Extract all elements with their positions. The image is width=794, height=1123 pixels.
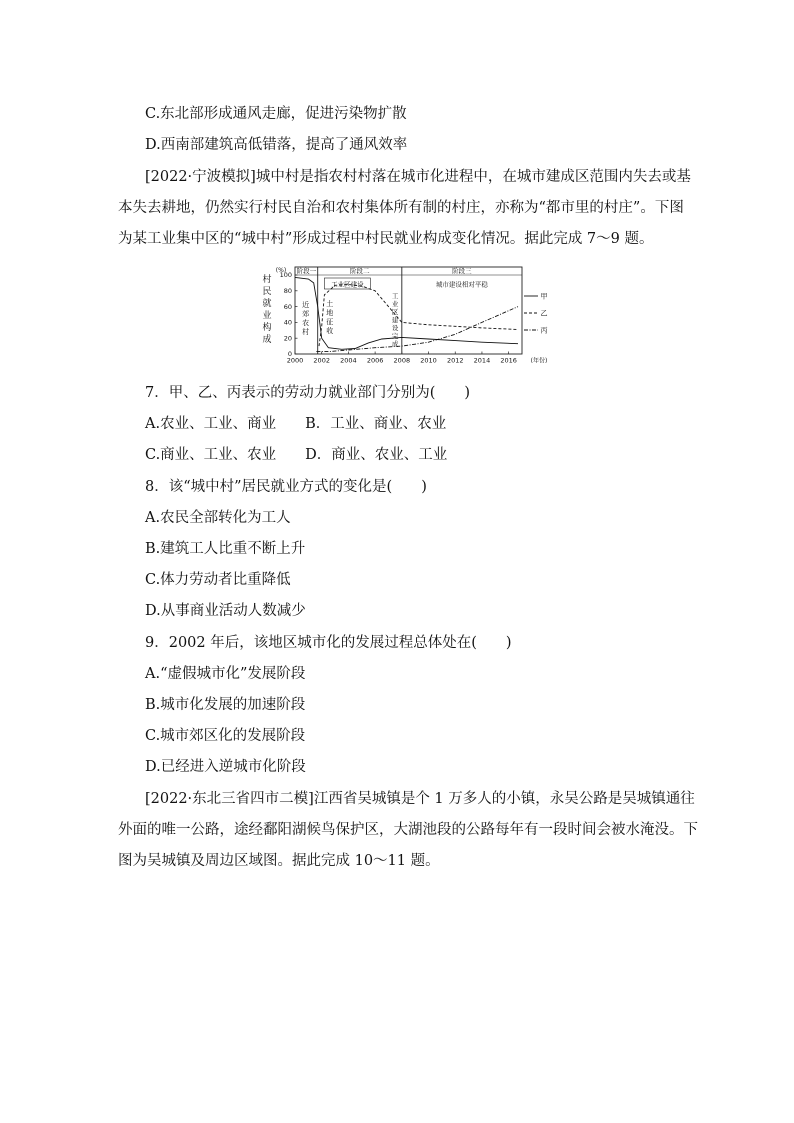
employment-structure-chart xyxy=(255,262,555,370)
stage-note: 城市建设相对平稳 xyxy=(435,280,488,289)
intro-paragraph-line: 本失去耕地，仍然实行村民自治和农村集体所有制的村庄，亦称为“都市里的村庄”。下图 xyxy=(118,200,684,216)
intro-paragraph-line: 外面的唯一公路，途经鄱阳湖候鸟保护区，大湖池段的公路每年有一段时间会被水淹没。下 xyxy=(118,822,698,838)
x-tick-label: 2000 xyxy=(286,356,304,365)
y-unit: (%) xyxy=(275,267,287,274)
y-label-char: 民 xyxy=(262,287,272,297)
stage-note-char: 郊 xyxy=(302,310,310,318)
y-tick-label: 100 xyxy=(279,271,292,280)
x-tick-label: 2014 xyxy=(473,356,491,365)
option-d-previous: D.西南部建筑高低错落，提高了通风效率 xyxy=(145,137,408,153)
x-tick-label: 2004 xyxy=(340,356,357,365)
legend-label: 乙 xyxy=(540,309,548,318)
stage-note-char: 近 xyxy=(302,301,310,309)
y-tick-label: 80 xyxy=(283,287,292,295)
question-8-option-c: C.体力劳动者比重降低 xyxy=(145,572,291,588)
y-label-char: 构 xyxy=(262,323,272,333)
y-tick-label: 60 xyxy=(283,302,292,311)
x-tick-label: 2008 xyxy=(393,356,411,365)
stage-note: 工业区建设 xyxy=(331,280,364,289)
series-line-3 xyxy=(316,307,518,352)
intro-paragraph-line: [2022·东北三省四市二模]江西省吴城镇是个 1 万多人的小镇，永吴公路是吴城镇通往 xyxy=(145,791,695,807)
x-label: (年份) xyxy=(530,357,548,365)
question-9-option-a: A.“虚假城市化”发展阶段 xyxy=(145,666,306,682)
legend-label: 甲 xyxy=(540,292,548,301)
annotation-char: 土 xyxy=(326,300,334,308)
option-c-previous: C.东北部形成通风走廊，促进污染物扩散 xyxy=(145,106,407,122)
annotation-char: 完 xyxy=(391,332,399,340)
x-tick-label: 2010 xyxy=(420,356,437,365)
y-label-char: 村 xyxy=(262,275,272,285)
stage-label: 阶段二 xyxy=(350,267,370,275)
annotation-char: 地 xyxy=(326,309,334,317)
stage-label: 阶段三 xyxy=(452,267,472,275)
intro-paragraph-line: [2022·宁波模拟]城中村是指农村村落在城市化进程中，在城市建成区范围内失去或基 xyxy=(145,169,691,185)
question-9-option-c: C.城市郊区化的发展阶段 xyxy=(145,728,306,744)
annotation-char: 设 xyxy=(391,324,399,332)
intro-paragraph-line: 图为吴城镇及周边区域图。据此完成 10～11 题。 xyxy=(118,853,440,869)
y-label-char: 就 xyxy=(262,299,272,309)
annotation-char: 成 xyxy=(391,340,399,348)
x-tick-label: 2012 xyxy=(446,356,464,365)
y-label-char: 成 xyxy=(262,335,272,345)
annotation-char: 区 xyxy=(391,308,399,316)
series-line-2 xyxy=(319,285,518,347)
question-8-option-d: D.从事商业活动人数减少 xyxy=(145,603,306,619)
y-label-char: 业 xyxy=(262,311,272,321)
question-7-options-ab: A.农业、工业、商业 B．工业、商业、农业 xyxy=(145,416,447,432)
y-tick-label: 40 xyxy=(283,318,292,327)
annotation-char: 工 xyxy=(391,292,399,300)
question-9-option-d: D.已经进入逆城市化阶段 xyxy=(145,759,306,775)
x-tick-label: 2016 xyxy=(500,356,517,365)
stage-note-char: 村 xyxy=(302,328,310,336)
question-8-option-b: B.建筑工人比重不断上升 xyxy=(145,541,306,557)
x-tick-label: 2002 xyxy=(313,356,330,365)
stage-label: 阶段一 xyxy=(296,267,317,275)
annotation-char: 建 xyxy=(391,316,399,324)
y-tick-label: 0 xyxy=(287,350,292,359)
question-9-option-b: B.城市化发展的加速阶段 xyxy=(145,697,306,713)
annotation-char: 征 xyxy=(326,318,334,326)
annotation-char: 收 xyxy=(326,327,334,335)
question-9: 9．2002 年后，该地区城市化的发展过程总体处在( ) xyxy=(145,635,512,651)
question-8-option-a: A.农民全部转化为工人 xyxy=(145,510,291,526)
y-tick-label: 20 xyxy=(283,334,292,343)
x-tick-label: 2006 xyxy=(366,356,384,365)
question-7-options-cd: C.商业、工业、农业 D．商业、农业、工业 xyxy=(145,447,448,463)
question-7: 7．甲、乙、丙表示的劳动力就业部门分别为( ) xyxy=(145,385,471,401)
question-8: 8．该“城中村”居民就业方式的变化是( ) xyxy=(145,479,427,495)
stage-note-char: 农 xyxy=(302,319,310,327)
intro-paragraph-line: 为某工业集中区的“城中村”形成过程中村民就业构成变化情况。据此完成 7～9 题。 xyxy=(118,231,654,247)
legend-label: 丙 xyxy=(540,326,548,335)
annotation-char: 业 xyxy=(391,300,399,308)
